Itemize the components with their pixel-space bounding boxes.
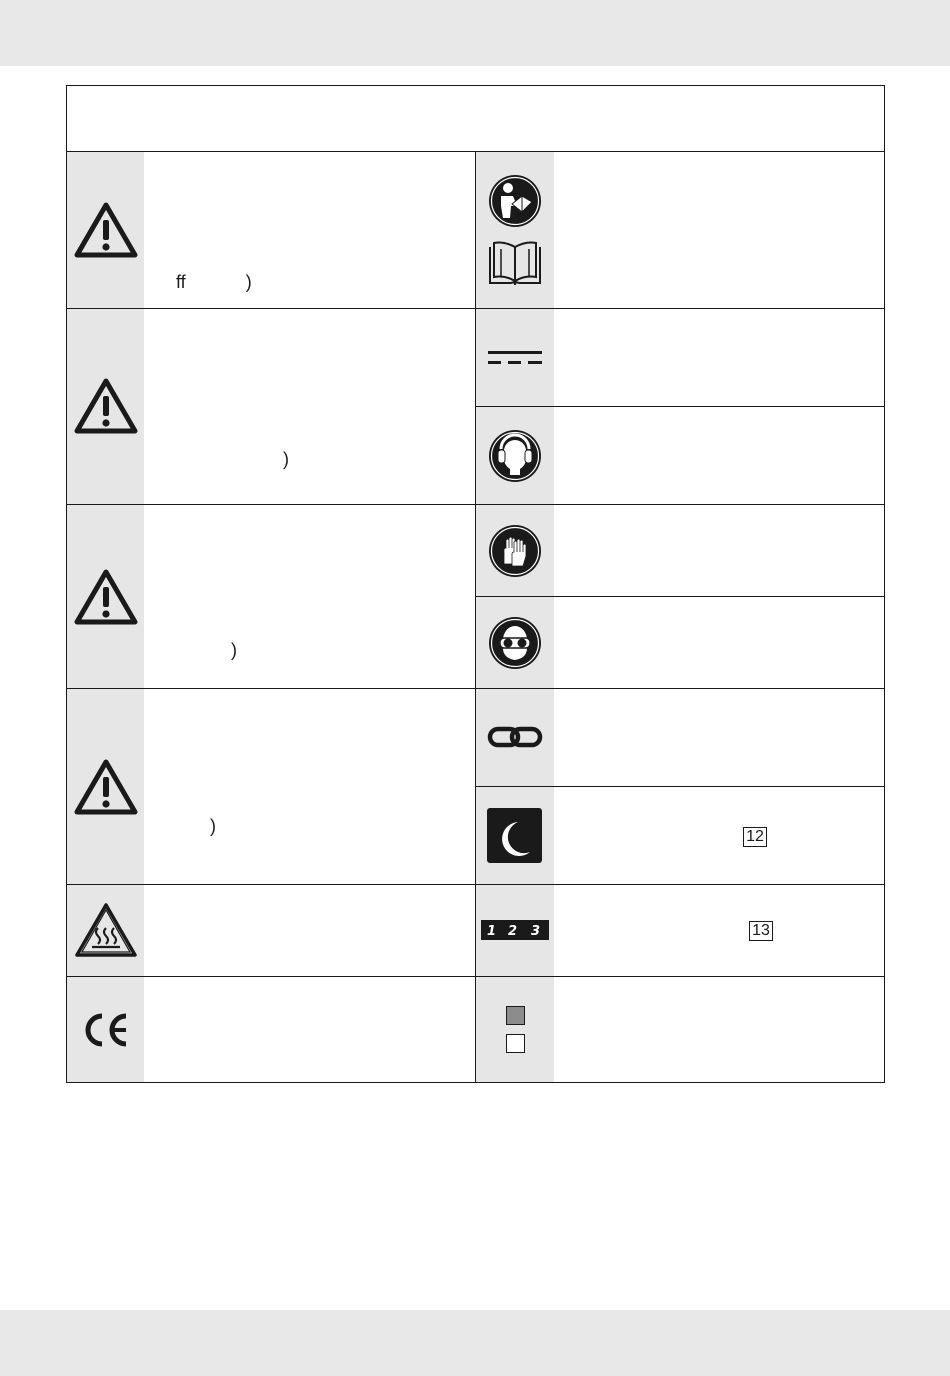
warning-triangle-icon — [74, 202, 138, 258]
right-row-divider — [475, 504, 885, 505]
right-row-divider — [475, 596, 885, 597]
left-row-divider — [66, 976, 476, 977]
right-row-divider — [475, 976, 885, 977]
left-row-divider — [66, 688, 476, 689]
right-row-divider — [475, 688, 885, 689]
svg-text:1: 1 — [487, 924, 497, 939]
left-row-divider — [66, 308, 476, 309]
left-row-divider — [66, 884, 476, 885]
level-123-icon — [481, 920, 549, 940]
warning-text-fragment: ) — [231, 640, 237, 660]
warning-triangle-icon — [74, 759, 138, 815]
warning-text-fragment: ) — [283, 449, 289, 469]
part-reference-box: 12 — [743, 827, 767, 847]
read-manual-icon — [488, 174, 542, 228]
warning-triangle-icon — [74, 569, 138, 625]
remote-control-icon — [487, 808, 542, 863]
warning-triangle-icon — [74, 378, 138, 434]
white-square-icon — [506, 1034, 525, 1053]
svg-text:2: 2 — [508, 924, 518, 939]
gloves-icon — [488, 524, 542, 578]
manual-book-icon — [487, 239, 543, 287]
direct-current-icon — [487, 349, 543, 367]
page-top-band — [0, 0, 950, 66]
ear-protection-icon — [488, 429, 542, 483]
right-row-divider — [475, 406, 885, 407]
right-row-divider — [475, 786, 885, 787]
part-reference-box: 13 — [749, 921, 773, 941]
left-row-divider — [66, 504, 476, 505]
center-divider — [475, 151, 476, 1083]
page-bottom-band — [0, 1310, 950, 1376]
chain-link-icon — [487, 722, 543, 752]
right-row-divider — [475, 884, 885, 885]
grey-square-icon — [506, 1006, 525, 1025]
warning-text-fragment: ) — [210, 816, 216, 836]
eye-protection-icon — [488, 616, 542, 670]
warning-text-fragment: ff ) — [176, 272, 252, 292]
hot-surface-warning-icon — [74, 902, 138, 958]
right-row-divider — [475, 308, 885, 309]
svg-text:3: 3 — [531, 924, 541, 939]
ce-mark-icon — [80, 1010, 132, 1050]
